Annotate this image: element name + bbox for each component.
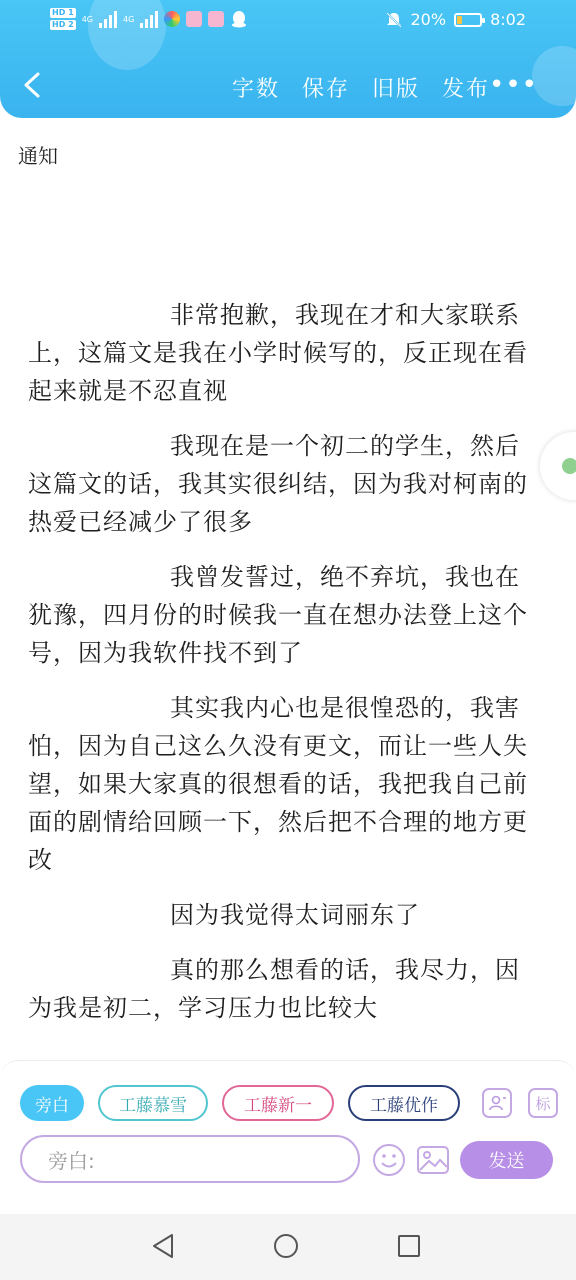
mute-bell-icon	[385, 11, 403, 29]
paragraph: 因为我觉得太词丽东了	[170, 901, 420, 929]
signal-icon	[99, 10, 117, 28]
hd2-badge: HD 2	[52, 20, 74, 29]
system-nav-bar	[0, 1214, 576, 1280]
signal-icon	[140, 10, 158, 28]
paragraph: 其实我内心也是很惶恐的，我害怕，因为自己这么久没有更文，而让一些人失望，如果大家真的很想看的话，我把我自己前面的剧情给回顾一下，然后把不合理的地方更改	[28, 694, 528, 874]
app-notification-icon	[186, 11, 202, 27]
save-button[interactable]: 保存	[301, 77, 350, 102]
send-button[interactable]: 发送	[460, 1141, 553, 1179]
hd1-badge: HD 1	[52, 8, 74, 17]
nav-home-icon[interactable]	[274, 1234, 298, 1258]
role-chip-character[interactable]: 工藤优作	[348, 1085, 460, 1121]
paragraph: 非常抱歉，我现在才和大家联系上，这篇文是我在小学时候写的，反正现在看起来就是不忍直视	[28, 301, 528, 405]
role-chip-character[interactable]: 工藤新一	[222, 1085, 334, 1121]
decor-bubble	[532, 46, 576, 106]
status-bar	[0, 0, 576, 44]
status-right	[385, 10, 527, 29]
emoji-icon[interactable]	[372, 1143, 406, 1177]
paragraph: 我曾发誓过，绝不弃坑，我也在犹豫，四月份的时候我一直在想办法登上这个号，因为我软件找不到了	[28, 563, 528, 667]
hd-badges	[50, 8, 76, 30]
battery-percent: 20%	[410, 10, 447, 29]
battery-icon	[454, 13, 482, 27]
publish-button[interactable]: 发布	[441, 77, 490, 102]
add-role-button[interactable]	[482, 1088, 512, 1118]
word-count-button[interactable]: 字数	[231, 77, 280, 102]
clock: 8:02	[490, 10, 526, 29]
paragraph: 我现在是一个初二的学生，然后这篇文的话，我其实很纠结，因为我对柯南的热爱已经减少了很多	[28, 432, 528, 536]
old-version-button[interactable]: 旧版	[371, 77, 420, 102]
dialogue-composer	[0, 1060, 576, 1215]
network-type-1: 4G	[81, 14, 93, 24]
back-arrow-icon[interactable]	[18, 70, 48, 100]
image-icon[interactable]	[416, 1143, 450, 1177]
nav-back-icon[interactable]	[150, 1232, 178, 1260]
app-notification-icon	[208, 11, 224, 27]
person-icon	[487, 1093, 507, 1113]
chapter-content[interactable]	[28, 296, 538, 1048]
dialogue-input[interactable]: 旁白:	[20, 1135, 360, 1183]
role-chip-character[interactable]: 工藤慕雪	[98, 1085, 208, 1121]
more-menu-icon[interactable]: •••	[488, 70, 538, 100]
paragraph: 真的那么想看的话，我尽力，因为我是初二，学习压力也比较大	[28, 956, 520, 1022]
qq-icon	[230, 10, 248, 28]
signal-group	[50, 8, 248, 30]
app-notification-icon	[164, 11, 180, 27]
role-chip-narrator[interactable]: 旁白	[20, 1085, 84, 1121]
header-menu	[232, 72, 490, 103]
network-type-2: 4G	[122, 14, 135, 24]
assistant-icon	[562, 458, 576, 474]
tag-button[interactable]: 标	[528, 1088, 558, 1118]
notice-title: 通知	[18, 144, 58, 168]
app-header	[0, 0, 576, 118]
nav-recent-icon[interactable]	[398, 1235, 420, 1257]
floating-assistant-button[interactable]	[540, 432, 576, 500]
